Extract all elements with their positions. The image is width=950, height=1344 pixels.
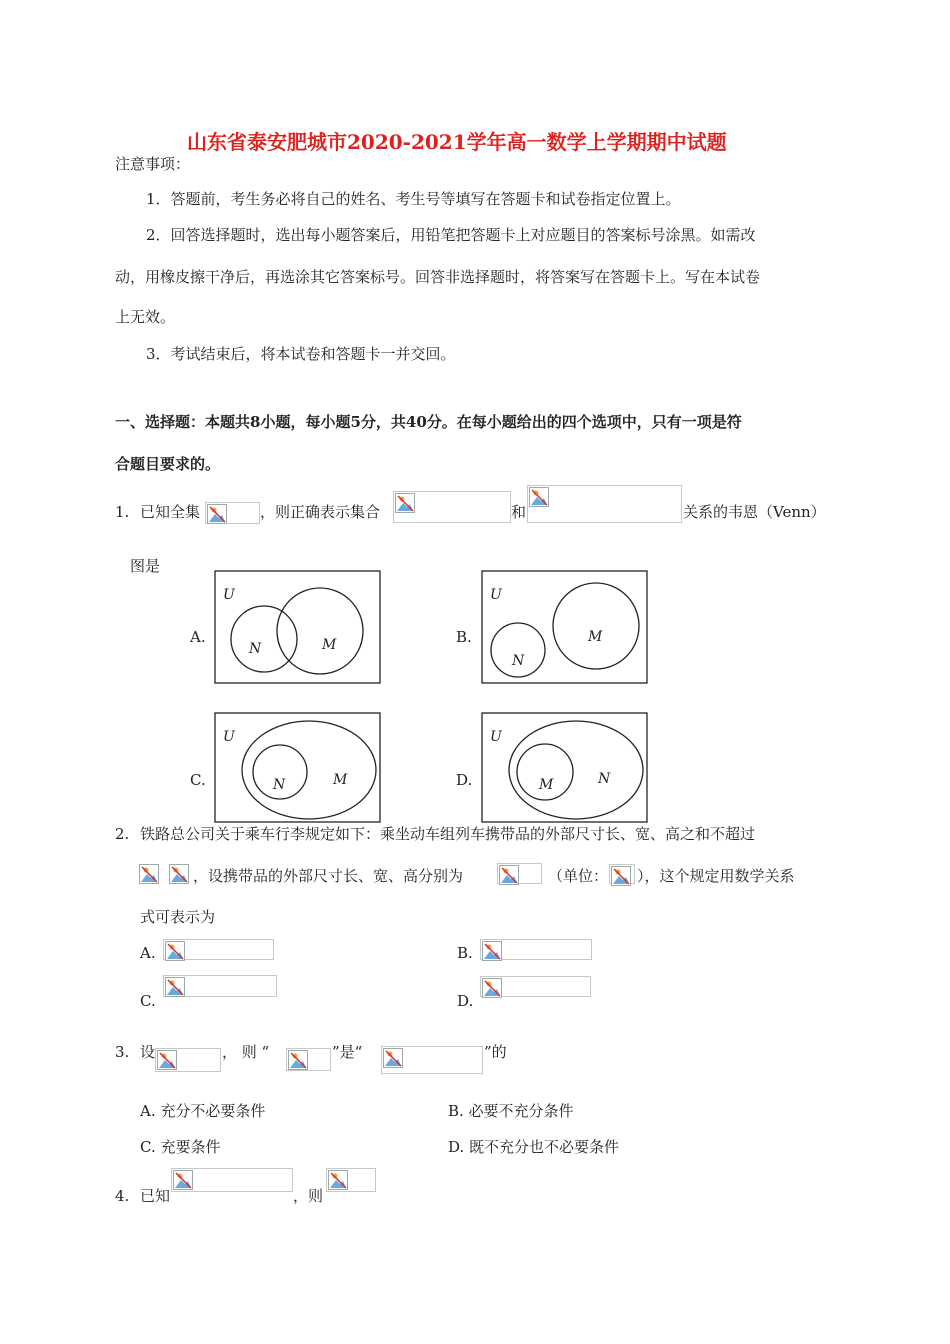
section-1-heading-line-2: 合题目要求的。 [115, 455, 221, 473]
q3-option-a: A. 充分不必要条件 [140, 1102, 266, 1120]
question-2-line-2-a: ，设携带品的外部尺寸长、宽、高分别为 [193, 867, 464, 885]
label-u: U [223, 729, 235, 745]
label-u: U [223, 587, 235, 603]
page-title: 山东省泰安肥城市2020-2021学年高一数学上学期期中试题 [187, 130, 727, 154]
notice-item-2-line-2: 动，用橡皮擦干净后，再选涂其它答案标号。回答非选择题时，将答案写在答题卡上。写在本试卷 [115, 268, 761, 286]
question-4-number: 4. [115, 1187, 130, 1205]
question-1-text-c: 和 [511, 503, 527, 521]
q2-option-a-label: A. [140, 944, 156, 962]
q1-option-c-label: C. [190, 771, 206, 789]
formula-image-condition-p [286, 1048, 331, 1071]
q2-option-b-label: B. [457, 944, 473, 962]
formula-image-unit [609, 864, 635, 884]
broken-image-icon [173, 1170, 193, 1190]
q2-option-c-label: C. [140, 992, 156, 1010]
broken-image-icon [482, 978, 502, 998]
question-2-number: 2. [115, 825, 130, 843]
question-1-number: 1. [115, 503, 130, 521]
q2-option-a-formula-image [163, 939, 274, 960]
question-2-line-2-b: （单位： [548, 867, 609, 885]
broken-image-icon [529, 487, 549, 507]
question-4-text-a: 已知 [140, 1187, 171, 1205]
formula-image-universal-set [205, 502, 260, 524]
question-3-number: 3. [115, 1043, 130, 1061]
label-m: M [588, 629, 603, 645]
notice-heading: 注意事项： [115, 155, 191, 173]
universal-set-rect [482, 571, 647, 683]
broken-image-icon [207, 504, 227, 524]
broken-image-icon [499, 865, 519, 885]
formula-image-x-in-r [155, 1048, 221, 1072]
question-2-line-1: 铁路总公司关于乘车行李规定如下：乘坐动车组列车携带品的外部尺寸长、宽、高之和不超过 [140, 825, 756, 843]
broken-image-icon [157, 1050, 177, 1070]
set-m-circle [277, 588, 363, 674]
q3-option-b: B. 必要不充分条件 [448, 1102, 574, 1120]
question-1-text-d: 关系的韦恩（Venn） [683, 503, 826, 521]
broken-image-icon [395, 493, 415, 513]
label-u: U [490, 729, 502, 745]
formula-image-cm [168, 863, 190, 885]
formula-image-130 [138, 863, 160, 885]
question-3-text-a: 设 [140, 1043, 156, 1061]
q1-option-b-label: B. [456, 628, 472, 646]
label-n: N [273, 777, 286, 793]
question-1-text-b: ，则正确表示集合 [260, 503, 381, 521]
question-3-text-d: ”的 [484, 1043, 507, 1061]
label-m: M [333, 772, 348, 788]
broken-image-icon [165, 977, 185, 997]
broken-image-icon [165, 941, 185, 961]
set-m-ellipse [242, 721, 376, 819]
label-n: N [512, 653, 525, 669]
q2-option-b-formula-image [480, 939, 592, 960]
question-3-text-b: ， 则 “ [222, 1043, 270, 1061]
question-2-line-2-c: ），这个规定用数学关系 [637, 867, 795, 885]
question-3-text-c: ”是“ [332, 1043, 363, 1061]
question-1-text-e: 图是 [130, 557, 161, 575]
label-m: M [539, 777, 554, 793]
formula-image-condition-q [381, 1046, 483, 1074]
label-m: M [322, 637, 337, 653]
universal-set-rect [215, 571, 380, 683]
formula-image-set-m [393, 491, 511, 523]
broken-image-icon [383, 1048, 403, 1068]
notice-item-2-line-1: 2．回答选择题时，选出每小题答案后，用铅笔把答题卡上对应题目的答案标号涂黑。如需改 [146, 226, 756, 244]
q3-option-c: C. 充要条件 [140, 1138, 221, 1156]
q2-option-d-label: D. [457, 992, 474, 1010]
broken-image-icon [139, 864, 159, 884]
question-2-line-3: 式可表示为 [140, 908, 216, 926]
notice-item-2-line-3: 上无效。 [115, 308, 176, 326]
broken-image-icon [611, 866, 631, 886]
broken-image-icon [482, 941, 502, 961]
question-1-text-a: 已知全集 [140, 503, 201, 521]
q1-option-d-label: D. [456, 771, 473, 789]
q1-option-a-venn-diagram [214, 570, 382, 684]
formula-image-given [171, 1168, 293, 1192]
label-n: N [249, 641, 262, 657]
notice-item-3: 3．考试结束后，将本试卷和答题卡一并交回。 [146, 345, 456, 363]
section-1-heading-line-1: 一、选择题：本题共8小题，每小题5分，共40分。在每小题给出的四个选项中，只有一项是符 [115, 413, 742, 431]
q2-option-d-formula-image [480, 976, 591, 997]
set-n-circle [231, 606, 297, 672]
broken-image-icon [169, 864, 189, 884]
question-4-text-b: ，则 [293, 1187, 324, 1205]
notice-item-1: 1．答题前，考生务必将自己的姓名、考生号等填写在答题卡和试卷指定位置上。 [146, 190, 681, 208]
q1-option-d-venn-diagram [481, 712, 649, 824]
label-u: U [490, 587, 502, 603]
q1-option-b-venn-diagram [481, 570, 649, 684]
broken-image-icon [328, 1170, 348, 1190]
set-n-ellipse [509, 721, 643, 819]
q3-option-d: D. 既不充分也不必要条件 [448, 1138, 620, 1156]
q1-option-a-label: A. [190, 628, 206, 646]
label-n: N [598, 771, 611, 787]
formula-image-xyz [497, 863, 542, 884]
formula-image-find [326, 1168, 376, 1192]
set-m-circle [553, 583, 639, 669]
q2-option-c-formula-image [163, 975, 277, 997]
q1-option-c-venn-diagram [214, 712, 382, 824]
broken-image-icon [288, 1050, 308, 1070]
formula-image-set-n [527, 485, 682, 523]
